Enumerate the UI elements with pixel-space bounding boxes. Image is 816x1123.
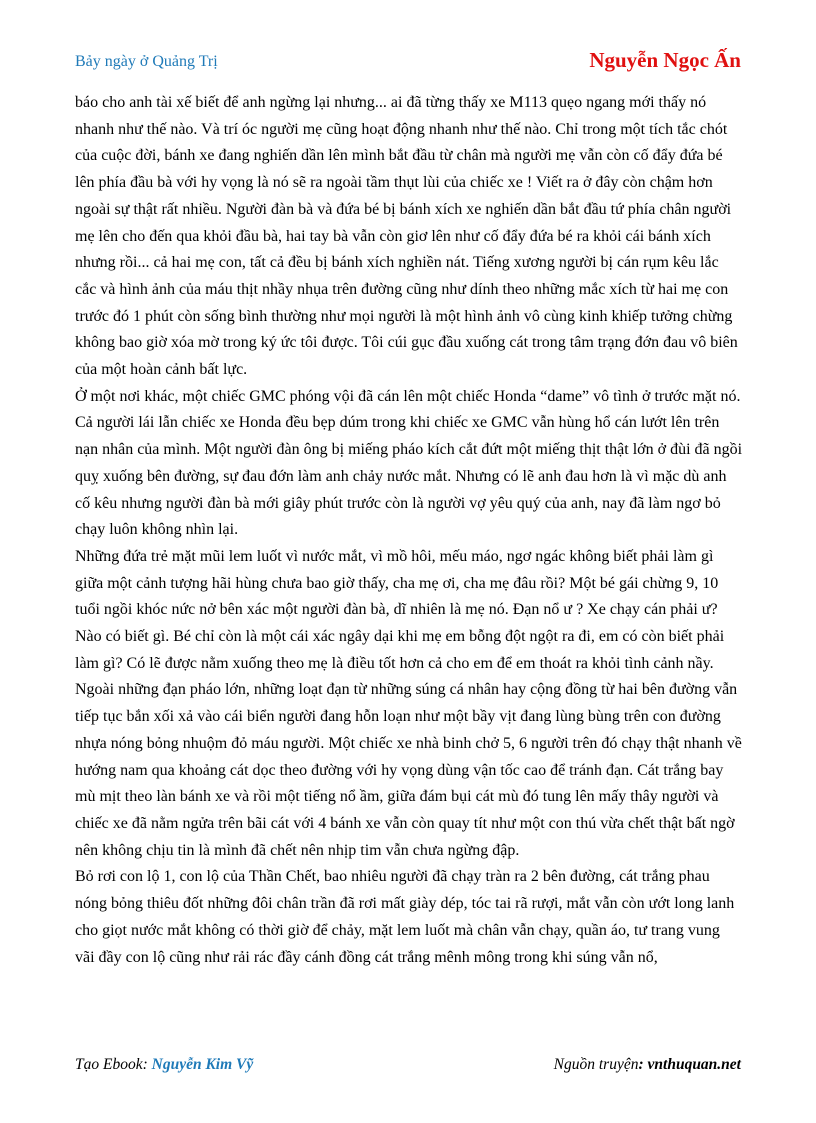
paragraph: Bỏ rơi con lộ 1, con lộ của Thần Chết, bao nhiêu người đã chạy tràn ra 2 bên đường, cát trắng phau nóng bỏng thiêu đốt những đôi chân trần đã rơi mất giày dép, tóc tai rã rượi, mắt vẫn còn ướt long lanh cho giọt nước mắt không có thời giờ để chảy, mặt lem luốt mà chân vẫn chạy, quần áo, tư trang vung vãi đầy con lộ cũng như rải rác đầy cánh đồng cát trắng mênh mông trong khi súng vẫn nổ, (75, 868, 735, 966)
ebook-credit (75, 1056, 253, 1074)
paragraph: Ngoài những đạn pháo lớn, những loạt đạn từ những súng cá nhân hay cộng đồng từ hai bên đường vẫn tiếp tục bắn xối xả vào cái biển người đang hỗn loạn như một bầy vịt đang lùng bùng trên con đường nhựa nóng bỏng nhuộm đỏ máu người. Một chiếc xe nhà binh chở 5, 6 người trên đó chạy thật nhanh về hướng nam qua khoảng cát dọc theo đường với hy vọng dùng vận tốc cao để tránh đạn. Cát trắng bay mù mịt theo làn bánh xe và rồi một tiếng nổ ầm, giữa đám bụi cát mù đó tung lên mấy thây người và chiếc xe đã nằm ngửa trên bãi cát với 4 bánh xe vẫn còn quay tít như một con thú vừa chết thật bất ngờ nên không chịu tin là mình đã chết nên nhịp tim vẫn chưa ngừng đập. (75, 681, 742, 859)
page-header (75, 48, 741, 78)
source-separator: : (638, 1056, 648, 1073)
source-site: vnthuquan.net (647, 1056, 741, 1073)
author-name: Nguyễn Ngọc Ấn (589, 48, 741, 72)
paragraph: Những đứa trẻ mặt mũi lem luốt vì nước mắt, vì mồ hôi, mếu máo, ngơ ngác không biết phải làm gì giữa một cảnh tượng hãi hùng chưa bao giờ thấy, cha mẹ ơi, cha mẹ đâu rồi? Một bé gái chừng 9, 10 tuổi ngồi khóc nức nở bên xác một người đàn bà, dĩ nhiên là mẹ nó. Đạn nổ ư ? Xe chạy cán phải ư? Nào có biết gì. Bé chỉ còn là một cái xác ngây dại khi mẹ em bỗng đột ngột ra đi, em có còn biết phải làm gì? Có lẽ được nằm xuống theo mẹ là điều tốt hơn cả cho em để em thoát ra khỏi tình cảnh nầy. (75, 547, 725, 672)
paragraph: báo cho anh tài xế biết để anh ngừng lại nhưng... ai đã từng thấy xe M113 quẹo ngang mới thấy nó nhanh như thế nào. Và trí óc người mẹ cũng hoạt động nhanh như thế nào. Chỉ trong một tích tắc chót của cuộc đời, bánh xe đang nghiến dần lên mình bắt đầu từ chân mà người mẹ vẫn còn cố đẩy đứa bé lên phía đầu bà với hy vọng là nó sẽ ra ngoài tầm thụt lùi của chiếc xe ! Viết ra ở đây còn chậm hơn ngoài sự thật rất nhiều. Người đàn bà và đứa bé bị bánh xích xe nghiến dần bắt đầu tứ phía chân người mẹ lên cho đến qua khỏi đầu bà, hai tay bà vẫn còn giơ lên như cố đẩy đứa bé ra khỏi cái bánh xích nhưng rồi... cả hai mẹ con, tất cả đều bị bánh xích nghiền nát. Tiếng xương người bị cán rụm kêu lắc cắc và hình ảnh của máu thịt nhầy nhụa trên đường cũng như dính theo những mắc xích từ hai mẹ con trước đó 1 phút còn sống bình thường như mọi người là một hình ảnh vô cùng kinh khiếp tưởng chừng không bao giờ xóa mờ trong ký ức tôi được. Tôi cúi gục đầu xuống cát trong tâm trạng đớn đau vô biên của một hoàn cảnh bất lực. (75, 94, 738, 379)
source-credit (554, 1056, 741, 1074)
ebook-separator: : (142, 1056, 152, 1073)
paragraph: Ở một nơi khác, một chiếc GMC phóng vội đã cán lên một chiếc Honda “dame” vô tình ở trước mặt nó. Cả người lái lẫn chiếc xe Honda đều bẹp dúm trong khi chiếc xe GMC vẫn hùng hổ cán lướt lên trên nạn nhân của mình. Một người đàn ông bị miếng pháo kích cắt đứt một miếng thịt thật lớn ở đùi đã ngồi quỵ xuống bên đường, sự đau đớn làm anh chảy nước mắt. Nhưng có lẽ anh đau hơn là vì mặc dù anh cố kêu nhưng người đàn bà mới giây phút trước còn là người vợ yêu quý của anh, nay đã làm ngơ bỏ chạy luôn không nhìn lại. (75, 387, 743, 539)
source-label: Nguồn truyện (553, 1056, 639, 1073)
ebook-label: Tạo Ebook (75, 1056, 143, 1073)
body-text (75, 90, 743, 971)
book-title: Bảy ngày ở Quảng Trị (75, 53, 218, 70)
ebook-creator-name: Nguyễn Kim Vỹ (151, 1056, 254, 1073)
page-footer (75, 1056, 741, 1078)
